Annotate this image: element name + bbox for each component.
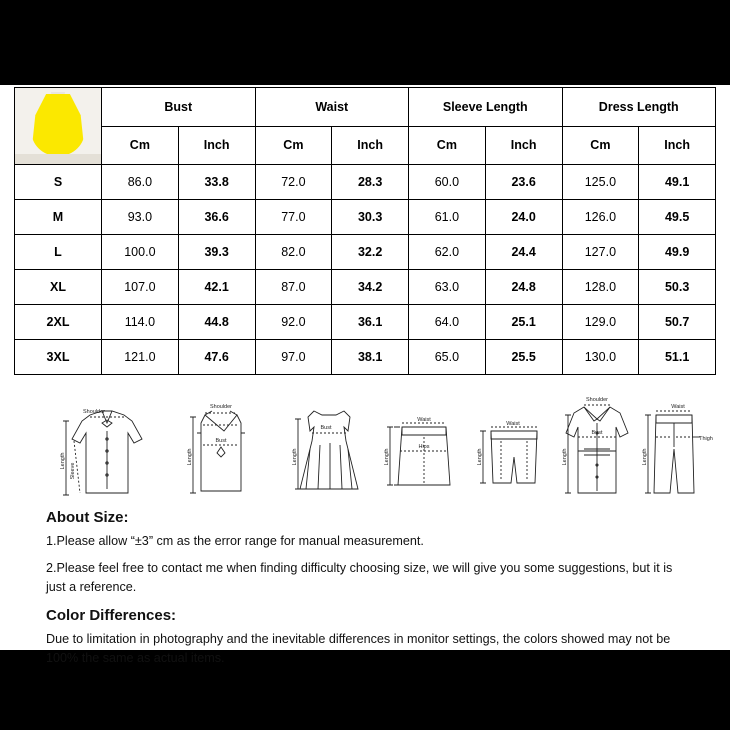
svg-text:Length: Length [187, 448, 193, 466]
size-table-container [14, 85, 716, 375]
sleeve-inch: 24.0 [485, 200, 562, 235]
header-waist: Waist [255, 88, 409, 127]
sleeve-cm: 60.0 [409, 165, 486, 200]
sleeve-cm: 62.0 [409, 235, 486, 270]
svg-text:Thigh: Thigh [699, 436, 713, 442]
dress-cm: 130.0 [562, 340, 639, 375]
sleeve-cm: 64.0 [409, 305, 486, 340]
svg-text:Bust: Bust [320, 425, 332, 431]
table-row [15, 200, 716, 235]
bust-cm: 121.0 [102, 340, 179, 375]
bust-inch: 47.6 [178, 340, 255, 375]
waist-inch: 30.3 [332, 200, 409, 235]
bust-cm: 86.0 [102, 165, 179, 200]
svg-text:Waist: Waist [417, 417, 431, 423]
sleeve-cm: 63.0 [409, 270, 486, 305]
waist-inch: 28.3 [332, 165, 409, 200]
measurement-figures [14, 385, 716, 505]
svg-text:Length: Length [477, 448, 483, 466]
svg-text:Length: Length [292, 448, 298, 466]
thumbnail-shadow [15, 154, 101, 164]
svg-text:Waist: Waist [506, 421, 520, 427]
svg-text:Length: Length [60, 452, 66, 470]
table-row [15, 235, 716, 270]
product-thumbnail-cell [15, 88, 102, 165]
svg-text:Shoulder: Shoulder [585, 397, 609, 403]
dress-cm: 127.0 [562, 235, 639, 270]
svg-text:Length: Length [384, 448, 390, 466]
unit-dress-cm: Cm [562, 126, 639, 165]
sleeve-inch: 25.5 [485, 340, 562, 375]
dress-inch: 49.9 [639, 235, 716, 270]
unit-dress-inch: Inch [639, 126, 716, 165]
bust-inch: 42.1 [178, 270, 255, 305]
svg-text:Shoulder: Shoulder [209, 404, 233, 410]
unit-sleeve-inch: Inch [485, 126, 562, 165]
bust-cm: 114.0 [102, 305, 179, 340]
waist-inch: 34.2 [332, 270, 409, 305]
sleeve-inch: 25.1 [485, 305, 562, 340]
size-label: 3XL [15, 340, 102, 375]
figure-skirt [376, 397, 472, 505]
dress-inch: 51.1 [639, 340, 716, 375]
header-bust: Bust [102, 88, 256, 127]
waist-inch: 38.1 [332, 340, 409, 375]
unit-waist-inch: Inch [332, 126, 409, 165]
table-header-groups [15, 88, 716, 127]
dress-cm: 129.0 [562, 305, 639, 340]
svg-text:Length: Length [642, 448, 648, 466]
dress-body-shape [31, 94, 85, 156]
size-chart-page [0, 85, 730, 665]
figure-coat [550, 393, 644, 505]
dress-cm: 126.0 [562, 200, 639, 235]
sleeve-inch: 24.4 [485, 235, 562, 270]
sleeve-cm: 61.0 [409, 200, 486, 235]
waist-cm: 97.0 [255, 340, 332, 375]
unit-bust-cm: Cm [102, 126, 179, 165]
color-differences-title: Color Differences: [46, 606, 177, 624]
svg-text:Bust: Bust [591, 430, 603, 436]
header-sleeve-length: Sleeve Length [409, 88, 563, 127]
sleeve-cm: 65.0 [409, 340, 486, 375]
figure-shorts [469, 397, 555, 505]
waist-cm: 82.0 [255, 235, 332, 270]
bust-cm: 93.0 [102, 200, 179, 235]
size-table [14, 87, 716, 375]
waist-cm: 87.0 [255, 270, 332, 305]
bust-inch: 39.3 [178, 235, 255, 270]
dress-inch: 49.5 [639, 200, 716, 235]
bust-inch: 44.8 [178, 305, 255, 340]
size-label: XL [15, 270, 102, 305]
figure-pants [634, 393, 718, 505]
size-label: 2XL [15, 305, 102, 340]
figure-dress [286, 397, 378, 505]
notes-section [46, 509, 684, 667]
dress-cm: 128.0 [562, 270, 639, 305]
svg-text:Sleeve: Sleeve [70, 462, 76, 480]
sleeve-inch: 24.8 [485, 270, 562, 305]
size-label: S [15, 165, 102, 200]
table-row [15, 305, 716, 340]
waist-inch: 36.1 [332, 305, 409, 340]
bust-inch: 33.8 [178, 165, 255, 200]
waist-cm: 92.0 [255, 305, 332, 340]
waist-inch: 32.2 [332, 235, 409, 270]
about-size-line-1: 1.Please allow “±3” cm as the error range for manual measurement. [46, 534, 424, 548]
bust-inch: 36.6 [178, 200, 255, 235]
table-row [15, 165, 716, 200]
svg-text:Waist: Waist [671, 404, 685, 410]
bust-cm: 100.0 [102, 235, 179, 270]
size-label: L [15, 235, 102, 270]
waist-cm: 77.0 [255, 200, 332, 235]
dress-inch: 50.7 [639, 305, 716, 340]
about-size-line-2: 2.Please feel free to contact me when finding difficulty choosing size, we will give you some suggestions, but it is just a reference. [46, 560, 673, 594]
svg-text:Shoulder: Shoulder [82, 409, 106, 415]
svg-text:Length: Length [562, 448, 568, 466]
yellow-dress-thumbnail [15, 88, 101, 164]
sleeve-inch: 23.6 [485, 165, 562, 200]
dress-cm: 125.0 [562, 165, 639, 200]
dress-inch: 49.1 [639, 165, 716, 200]
table-row [15, 270, 716, 305]
figure-blouse [50, 397, 160, 505]
about-size-title: About Size: [46, 509, 129, 526]
svg-text:Hips: Hips [418, 444, 430, 450]
unit-bust-inch: Inch [178, 126, 255, 165]
table-row [15, 340, 716, 375]
unit-waist-cm: Cm [255, 126, 332, 165]
figure-camisole [179, 397, 269, 505]
color-differences-line: Due to limitation in photography and the inevitable differences in monitor settings, the colors showed may not be 100% the same as actual items. [46, 631, 671, 665]
bust-cm: 107.0 [102, 270, 179, 305]
table-header-units [15, 126, 716, 165]
unit-sleeve-cm: Cm [409, 126, 486, 165]
size-label: M [15, 200, 102, 235]
dress-inch: 50.3 [639, 270, 716, 305]
svg-text:Bust: Bust [215, 438, 227, 444]
header-dress-length: Dress Length [562, 88, 716, 127]
waist-cm: 72.0 [255, 165, 332, 200]
